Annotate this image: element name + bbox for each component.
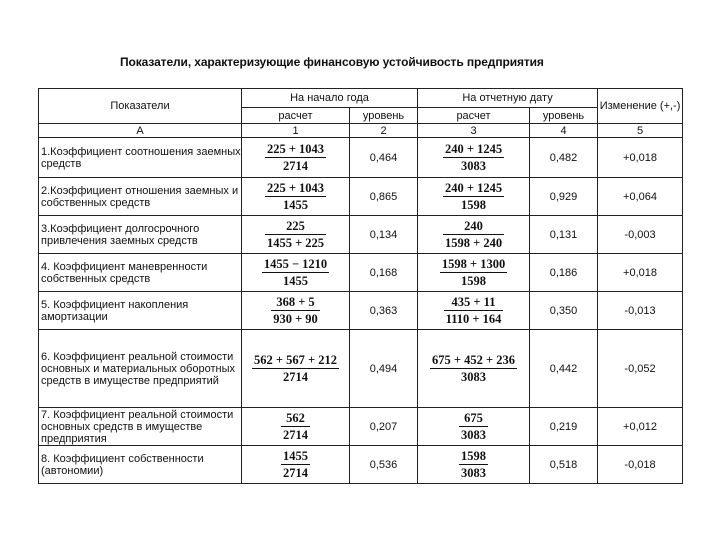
fraction bbox=[443, 142, 504, 173]
start-level: 0,536 bbox=[350, 446, 418, 484]
change-value: +0,018 bbox=[598, 254, 683, 292]
fraction-denominator: 3083 bbox=[461, 370, 487, 384]
fraction bbox=[443, 219, 504, 250]
start-level: 0,494 bbox=[350, 330, 418, 408]
change-value: +0,064 bbox=[598, 178, 683, 216]
fraction-denominator: 1455 + 225 bbox=[266, 236, 325, 250]
fraction-numerator: 1598 bbox=[461, 449, 487, 463]
fraction-denominator: 2714 bbox=[283, 159, 308, 173]
col-label-2: 2 bbox=[350, 124, 418, 138]
fraction bbox=[265, 142, 326, 173]
start-level: 0,207 bbox=[350, 408, 418, 446]
fraction-numerator: 1598 + 1300 bbox=[441, 257, 506, 271]
header-calc-start: расчет bbox=[242, 108, 350, 124]
end-calc bbox=[418, 330, 530, 408]
fraction-denominator: 1598 bbox=[461, 198, 487, 212]
fraction-numerator: 1455 − 1210 bbox=[263, 257, 328, 271]
header-level-start: уровень bbox=[350, 108, 418, 124]
table-row bbox=[39, 292, 683, 330]
fraction-numerator: 240 + 1245 bbox=[444, 142, 503, 156]
fraction-denominator: 930 + 90 bbox=[273, 312, 318, 326]
table-row bbox=[39, 330, 683, 408]
fraction-denominator: 1598 bbox=[461, 274, 487, 288]
table-row bbox=[39, 178, 683, 216]
end-calc bbox=[418, 254, 530, 292]
fraction bbox=[430, 353, 517, 384]
table-row bbox=[39, 446, 683, 484]
fraction bbox=[271, 295, 320, 326]
fraction-denominator: 1110 + 164 bbox=[445, 312, 502, 326]
fraction-denominator: 2714 bbox=[283, 370, 308, 384]
start-calc bbox=[242, 178, 350, 216]
fraction bbox=[459, 411, 488, 442]
fraction-denominator: 3083 bbox=[461, 466, 487, 480]
start-level: 0,134 bbox=[350, 216, 418, 254]
column-number-row bbox=[39, 124, 683, 138]
start-calc bbox=[242, 330, 350, 408]
start-calc bbox=[242, 446, 350, 484]
indicator-name: 4. Коэффициент маневренности собственных средств bbox=[39, 254, 242, 292]
end-level: 0,219 bbox=[530, 408, 598, 446]
fraction-numerator: 675 + 452 + 236 bbox=[432, 353, 516, 367]
fraction bbox=[440, 257, 507, 288]
fraction bbox=[281, 449, 310, 480]
fraction bbox=[443, 181, 504, 212]
indicator-name: 5. Коэффициент накопления амортизации bbox=[39, 292, 242, 330]
start-calc bbox=[242, 408, 350, 446]
col-label-3: 3 bbox=[418, 124, 530, 138]
change-value: +0,012 bbox=[598, 408, 683, 446]
fraction-denominator: 2714 bbox=[283, 428, 308, 442]
fraction bbox=[262, 257, 329, 288]
header-row-1 bbox=[39, 89, 683, 108]
col-label-a: А bbox=[39, 124, 242, 138]
end-calc bbox=[418, 446, 530, 484]
table-row bbox=[39, 254, 683, 292]
header-start-year: На начало года bbox=[242, 89, 418, 108]
end-level: 0,442 bbox=[530, 330, 598, 408]
fraction-numerator: 675 bbox=[459, 411, 488, 427]
col-label-1: 1 bbox=[242, 124, 350, 138]
fraction bbox=[265, 219, 326, 250]
fraction-numerator: 225 bbox=[265, 219, 326, 235]
end-level: 0,482 bbox=[530, 138, 598, 178]
change-value: -0,018 bbox=[598, 446, 683, 484]
fraction-denominator: 2714 bbox=[283, 466, 308, 480]
fraction bbox=[444, 295, 504, 326]
fraction-numerator: 240 + 1245 bbox=[444, 181, 503, 195]
header-indicators: Показатели bbox=[39, 89, 242, 124]
end-level: 0,131 bbox=[530, 216, 598, 254]
header-calc-end: расчет bbox=[418, 108, 530, 124]
end-level: 0,350 bbox=[530, 292, 598, 330]
fraction bbox=[252, 353, 339, 384]
change-value: -0,003 bbox=[598, 216, 683, 254]
fraction bbox=[265, 181, 326, 212]
fraction-denominator: 1598 + 240 bbox=[444, 236, 503, 250]
end-calc bbox=[418, 178, 530, 216]
start-level: 0,464 bbox=[350, 138, 418, 178]
header-report-date: На отчетную дату bbox=[418, 89, 598, 108]
fraction-denominator: 1455 bbox=[283, 198, 308, 212]
fraction-numerator: 562 bbox=[281, 411, 310, 427]
end-calc bbox=[418, 292, 530, 330]
header-change: Изменение (+,-) bbox=[598, 89, 683, 124]
start-level: 0,168 bbox=[350, 254, 418, 292]
end-level: 0,929 bbox=[530, 178, 598, 216]
indicator-name: 7. Коэффициент реальной стоимости основных средств в имуществе предприятия bbox=[39, 408, 242, 446]
financial-stability-table bbox=[38, 88, 683, 484]
table-row bbox=[39, 216, 683, 254]
indicator-name: 8. Коэффициент собственности (автономии) bbox=[39, 446, 242, 484]
indicator-name: 6. Коэффициент реальной стоимости основных и материальных оборотных средств в имуществе предприятий bbox=[39, 330, 242, 408]
fraction bbox=[281, 411, 310, 442]
table-row bbox=[39, 138, 683, 178]
end-calc bbox=[418, 216, 530, 254]
start-level: 0,363 bbox=[350, 292, 418, 330]
fraction bbox=[459, 449, 488, 480]
fraction-numerator: 240 bbox=[443, 219, 504, 235]
fraction-denominator: 3083 bbox=[461, 159, 487, 173]
fraction-numerator: 368 + 5 bbox=[271, 295, 320, 311]
indicator-name: 2.Коэффициент отношения заемных и собственных средств bbox=[39, 178, 242, 216]
header-level-end: уровень bbox=[530, 108, 598, 124]
fraction-numerator: 1455 bbox=[283, 449, 308, 463]
end-calc bbox=[418, 138, 530, 178]
fraction-numerator: 225 + 1043 bbox=[266, 181, 325, 195]
page-title: Показатели, характеризующие финансовую устойчивость предприятия bbox=[120, 55, 544, 69]
change-value: -0,052 bbox=[598, 330, 683, 408]
end-level: 0,186 bbox=[530, 254, 598, 292]
start-calc bbox=[242, 254, 350, 292]
table-row bbox=[39, 408, 683, 446]
fraction-denominator: 1455 bbox=[283, 274, 308, 288]
start-level: 0,865 bbox=[350, 178, 418, 216]
fraction-numerator: 435 + 11 bbox=[444, 295, 504, 311]
col-label-5: 5 bbox=[598, 124, 683, 138]
indicator-name: 3.Коэффициент долгосрочного привлечения заемных средств bbox=[39, 216, 242, 254]
col-label-4: 4 bbox=[530, 124, 598, 138]
end-calc bbox=[418, 408, 530, 446]
fraction-denominator: 3083 bbox=[461, 428, 487, 442]
fraction-numerator: 562 + 567 + 212 bbox=[254, 353, 337, 367]
start-calc bbox=[242, 292, 350, 330]
start-calc bbox=[242, 138, 350, 178]
change-value: +0,018 bbox=[598, 138, 683, 178]
change-value: -0,013 bbox=[598, 292, 683, 330]
start-calc bbox=[242, 216, 350, 254]
end-level: 0,518 bbox=[530, 446, 598, 484]
fraction-numerator: 225 + 1043 bbox=[266, 142, 325, 156]
indicator-name: 1.Коэффициент соотношения заемных средств bbox=[39, 138, 242, 178]
